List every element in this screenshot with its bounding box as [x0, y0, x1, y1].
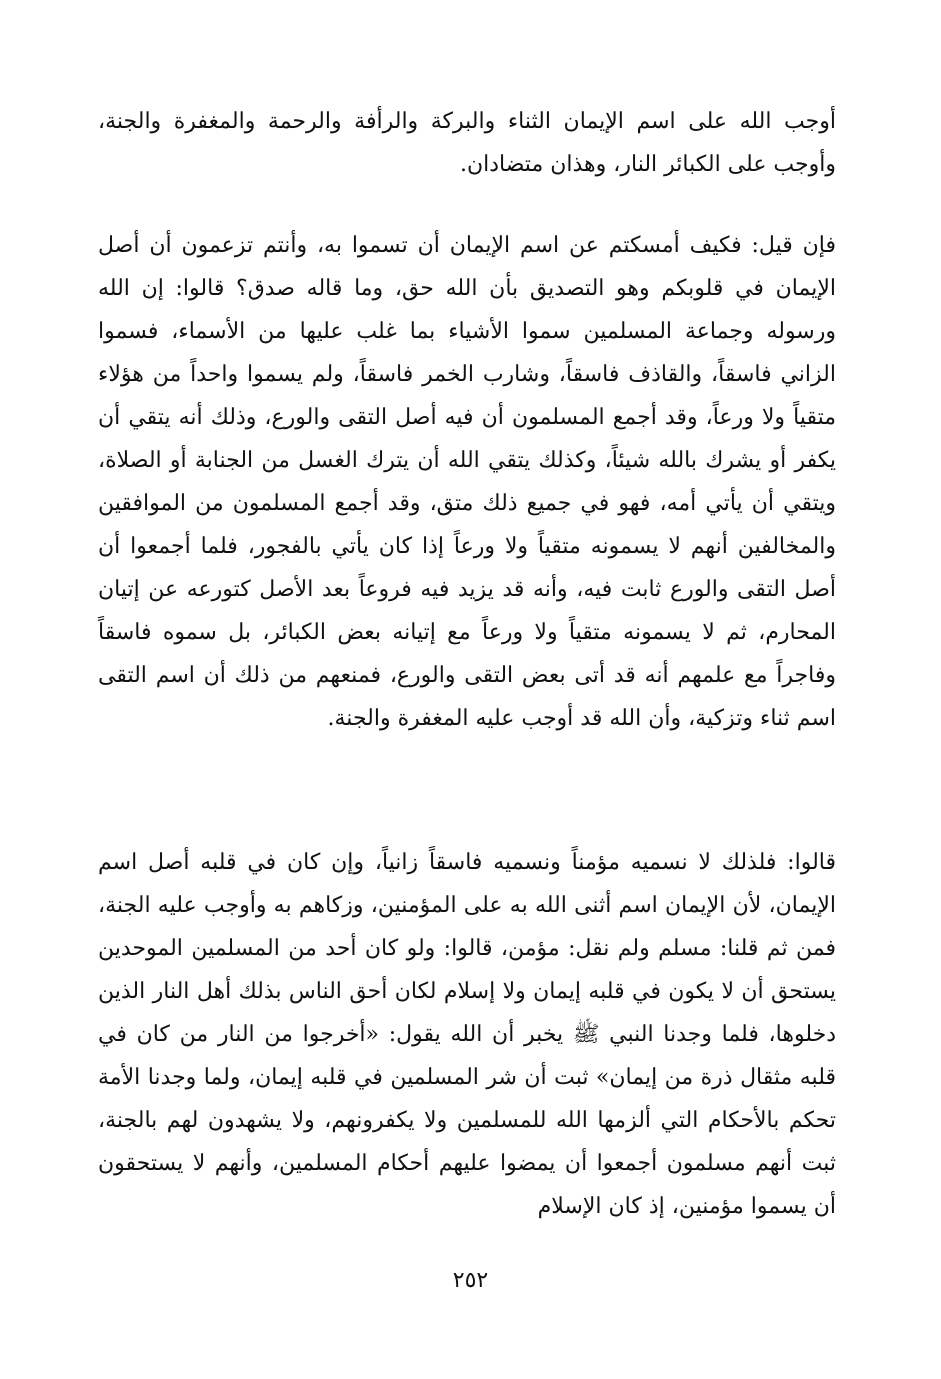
paragraph-1: أوجب الله على اسم الإيمان الثناء والبركة والرأفة والرحمة والمغفرة والجنة، وأوجب على الكبائر النار، وهذان متضادان.: [98, 109, 836, 177]
page-number: ٢٥٢: [452, 1268, 489, 1293]
paragraph-2: فإن قيل: فكيف أمسكتم عن اسم الإيمان أن تسموا به، وأنتم تزعمون أن أصل الإيمان في قلوبكم وهو التصديق بأن الله حق، وما قاله صدق؟ قالوا: إن الله ورسوله وجماعة المسلمين سموا الأشياء بما غلب عليها من الأسماء، فسموا الزاني فاسقاً، والقاذف فاسقاً، وشارب الخمر فاسقاً، ولم يسموا واحداً من هؤلاء متقياً ولا ورعاً، وقد أجمع المسلمون أن فيه أصل التقى والورع، وذلك أنه يتقي أن يكفر أو يشرك بالله شيئاً، وكذلك يتقي الله أن يترك الغسل من الجنابة أو الصلاة، ويتقي أن يأتي أمه، فهو في جميع ذلك متق، وقد أجمع المسلمون من الموافقين والمخالفين أنهم لا يسمونه متقياً ولا ورعاً إذا كان يأتي بالفجور، فلما أجمعوا أن أصل التقى والورع ثابت فيه، وأنه قد يزيد فيه فروعاً بعد الأصل كتورعه عن إتيان المحارم، ثم لا يسمونه متقياً ولا ورعاً مع إتيانه بعض الكبائر، بل سموه فاسقاً وفاجراً مع علمهم أنه قد أتى بعض التقى والورع، فمنعهم من ذلك أن اسم التقى اسم ثناء وتزكية، وأن الله قد أوجب عليه المغفرة والجنة.: [98, 233, 836, 731]
paragraph-3: قالوا: فلذلك لا نسميه مؤمناً ونسميه فاسقاً زانياً، وإن كان في قلبه أصل اسم الإيمان، لأن الإيمان اسم أثنى الله به على المؤمنين، وزكاهم به وأوجب عليه الجنة، فمن ثم قلنا: مسلم ولم نقل: مؤمن، قالوا: ولو كان أحد من المسلمين الموحدين يستحق أن لا يكون في قلبه إيمان ولا إسلام لكان أحق الناس بذلك أهل النار الذين دخلوها، فلما وجدنا النبي ﷺ يخبر أن الله يقول: «أخرجوا من النار من كان في قلبه مثقال ذرة من إيمان» ثبت أن شر المسلمين في قلبه إيمان، ولما وجدنا الأمة تحكم بالأحكام التي ألزمها الله للمسلمين ولا يكفرونهم، ولا يشهدون لهم بالجنة، ثبت أنهم مسلمون أجمعوا أن يمضوا عليهم أحكام المسلمين، وأنهم لا يستحقون أن يسموا مؤمنين، إذ كان الإسلام: [98, 850, 836, 1219]
